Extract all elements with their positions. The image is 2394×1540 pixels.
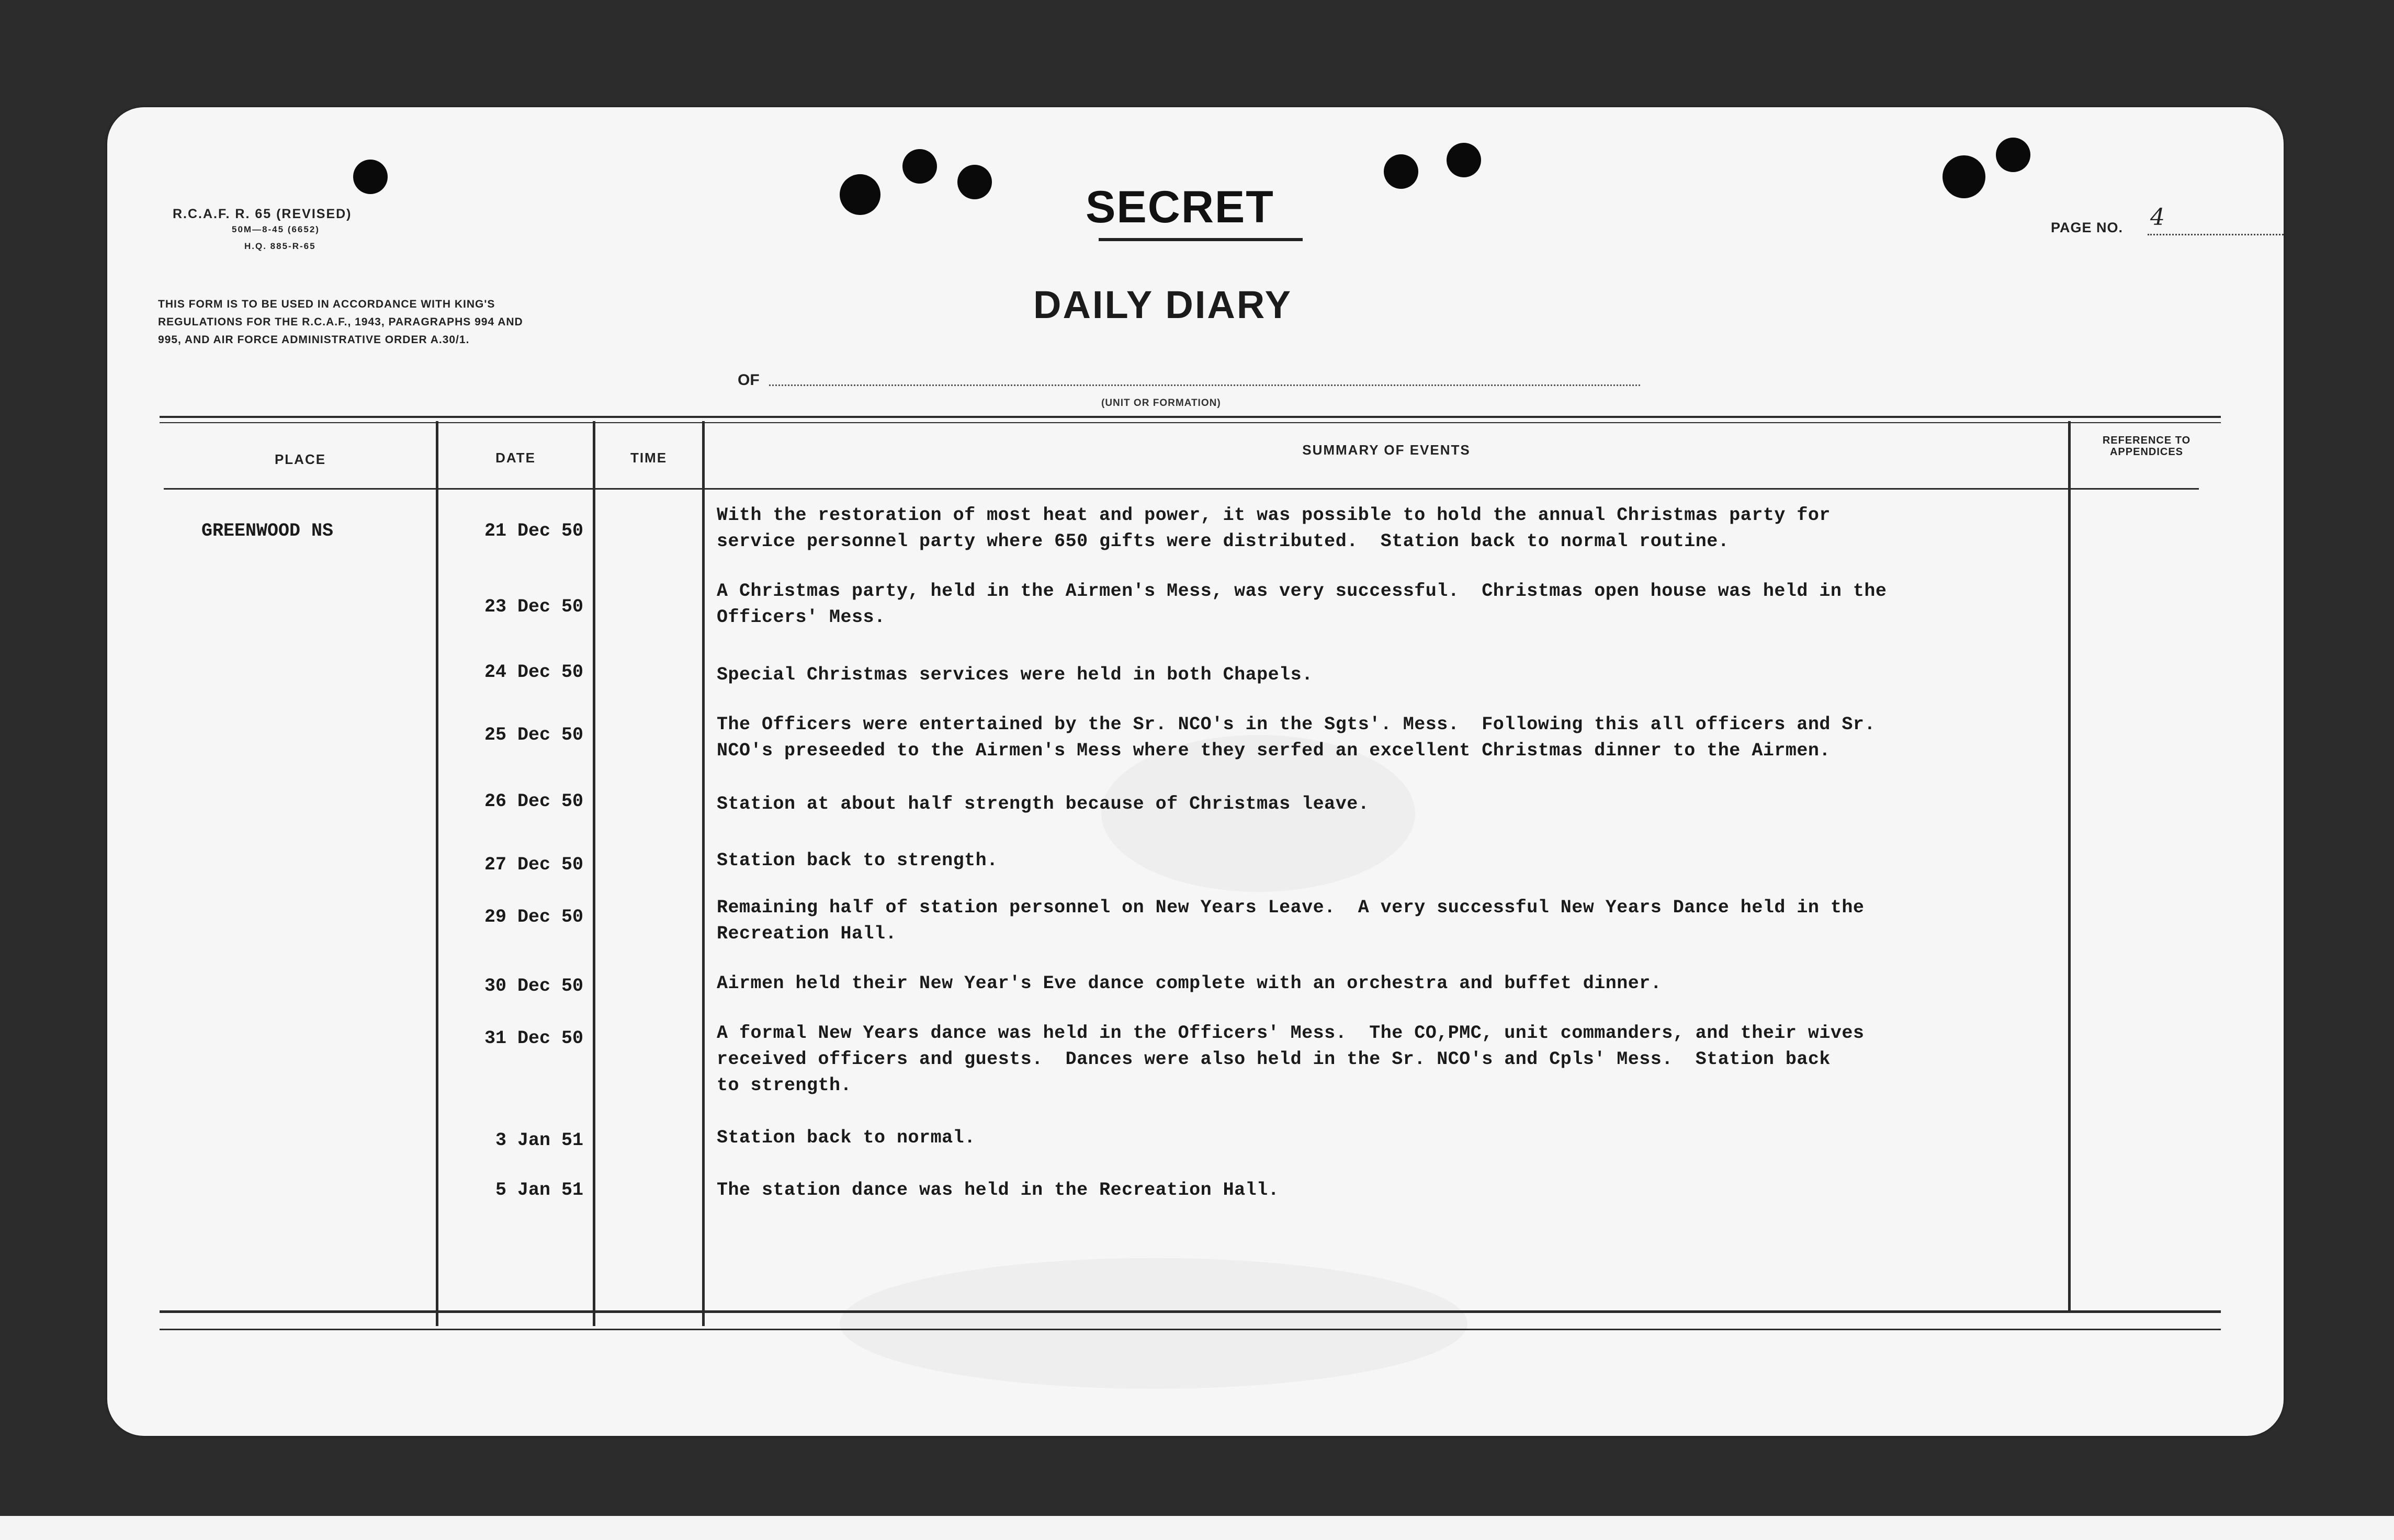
punch-hole <box>957 165 992 199</box>
entry-summary: Special Christmas services were held in both Chapels. <box>717 664 1313 685</box>
bottom-strip <box>0 1516 2394 1540</box>
punch-hole <box>902 149 937 184</box>
form-id-line: R.C.A.F. R. 65 (REVISED) <box>173 207 352 221</box>
page-number-line <box>2148 234 2284 235</box>
column-divider <box>593 421 595 1326</box>
entry-date: 3 Jan 51 <box>495 1130 583 1151</box>
header-bottom-rule <box>164 488 2199 490</box>
column-header-time: TIME <box>630 450 668 466</box>
entry-summary: Airmen held their New Year's Eve dance complete with an orchestra and buffet dinner. <box>717 973 1662 994</box>
entry-summary: Remaining half of station personnel on New Years Leave. A very successful New Years Dance held in the Recreation Hall. <box>717 897 1865 944</box>
column-header-date: DATE <box>495 450 536 466</box>
punch-hole <box>1996 138 2030 172</box>
entry-summary: Station at about half strength because of Christmas leave. <box>717 794 1370 814</box>
entry-date: 21 Dec 50 <box>484 520 583 541</box>
column-divider <box>2068 421 2071 1310</box>
footer-rule <box>160 1329 2221 1330</box>
column-header-summary: SUMMARY OF EVENTS <box>1302 442 1471 458</box>
page-number-value: 4 <box>2150 204 2165 231</box>
table-top-rule-thin <box>160 422 2221 423</box>
entry-summary: A Christmas party, held in the Airmen's Mess, was very successful. Christmas open house was held in the Officers' Mess. <box>717 581 1887 628</box>
table-bottom-rule <box>160 1310 2221 1313</box>
entry-date: 24 Dec 50 <box>484 662 583 683</box>
entry-summary: A formal New Years dance was held in the Officers' Mess. The CO,PMC, unit commanders, and their wives received officers and guests. Dances were also held in the Sr. NCO's and Cpls' Mess. Station back to strength. <box>717 1023 1865 1096</box>
entry-summary: Station back to normal. <box>717 1127 976 1148</box>
page-title: DAILY DIARY <box>1033 283 1292 326</box>
classification-label: SECRET <box>1086 182 1274 232</box>
punch-hole <box>1447 143 1481 177</box>
column-divider <box>702 421 705 1326</box>
page-number-label: PAGE NO. <box>2051 220 2124 235</box>
entry-summary: Station back to strength. <box>717 850 998 871</box>
entry-summary: The station dance was held in the Recreation Hall. <box>717 1180 1280 1201</box>
entry-summary: With the restoration of most heat and power, it was possible to hold the annual Christmas party for service personnel party where 650 gifts were distributed. Station back to normal routine. <box>717 505 1831 552</box>
entry-date: 29 Dec 50 <box>484 907 583 927</box>
unit-sublabel: (UNIT OR FORMATION) <box>1101 398 1221 409</box>
entry-date: 23 Dec 50 <box>484 596 583 617</box>
unit-field-line <box>769 384 1640 386</box>
entry-date: 31 Dec 50 <box>484 1028 583 1049</box>
diary-page <box>107 107 2284 1436</box>
entry-date: 5 Jan 51 <box>495 1180 583 1201</box>
entry-date: 26 Dec 50 <box>484 791 583 812</box>
entry-summary: The Officers were entertained by the Sr. NCO's in the Sgts'. Mess. Following this all officers and Sr. NCO's preseeded to the Airmen's Mess where they serfed an excellent Christmas dinner to the Airmen. <box>717 714 1876 761</box>
punch-hole <box>840 174 880 215</box>
punch-hole <box>1384 154 1418 189</box>
entry-date: 27 Dec 50 <box>484 854 583 875</box>
punch-hole <box>353 160 388 194</box>
form-hq-code: H.Q. 885-R-65 <box>244 241 316 251</box>
punch-hole <box>1943 155 1985 198</box>
regulation-notice: THIS FORM IS TO BE USED IN ACCORDANCE WITH KING'S REGULATIONS FOR THE R.C.A.F., 1943, PARAGRAPHS 994 AND 995, AND AIR FORCE ADMINISTRATIVE ORDER A.30/1. <box>158 298 523 346</box>
form-print-code: 50M—8-45 (6652) <box>232 224 320 234</box>
place-value: GREENWOOD NS <box>201 520 334 541</box>
reference-header-line: APPENDICES <box>2109 446 2184 458</box>
column-divider <box>436 421 438 1326</box>
table-top-rule <box>160 416 2221 418</box>
column-header-reference <box>2071 435 2222 458</box>
classification-underline <box>1099 238 1303 241</box>
column-header-place: PLACE <box>274 451 326 467</box>
reference-header-line: REFERENCE TO <box>2102 435 2191 446</box>
paper-stain <box>840 1258 1467 1389</box>
entry-date: 25 Dec 50 <box>484 724 583 745</box>
entry-date: 30 Dec 50 <box>484 976 583 997</box>
unit-label: OF <box>738 371 760 389</box>
